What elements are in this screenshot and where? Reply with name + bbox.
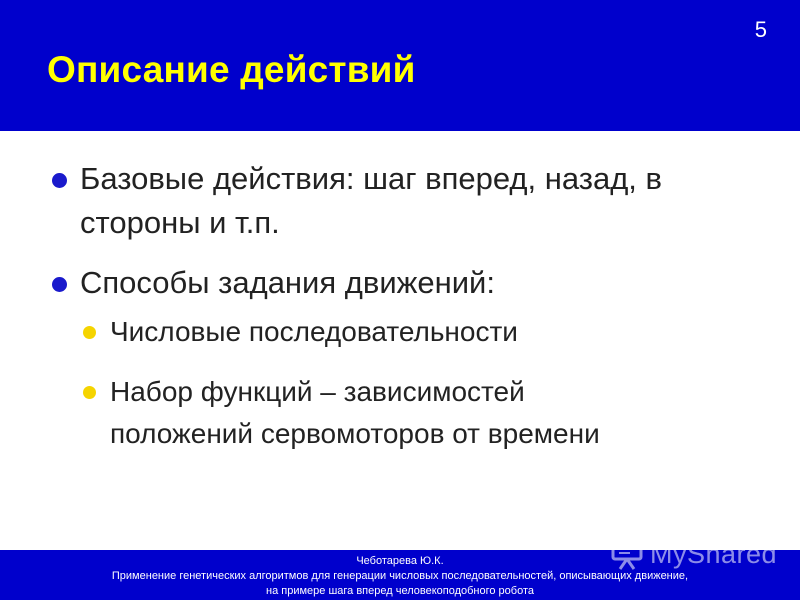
- bullet-line: стороны и т.п.: [80, 205, 280, 240]
- bullet-dot-icon: [52, 173, 67, 188]
- slide-number: 5: [754, 17, 767, 42]
- sub-bullet-dot-icon: [83, 326, 96, 339]
- bullet-line: положений сервомоторов от времени: [110, 418, 600, 449]
- sub-bullet-dot-icon: [83, 386, 96, 399]
- presentation-board-icon: [610, 537, 644, 571]
- bullet-line: Способы задания движений:: [80, 265, 495, 300]
- footer-author: Чеботарева Ю.К.: [356, 555, 444, 567]
- watermark-text: MyShared: [650, 538, 778, 569]
- watermark: [610, 534, 777, 574]
- footer-title-line-2: на примере шага вперед человекоподобного робота: [266, 585, 534, 597]
- bullet-line: Набор функций – зависимостей: [110, 376, 525, 407]
- bullet-item-basic-actions: [80, 157, 662, 245]
- slide-content: [0, 131, 800, 550]
- bullet-line: Числовые последовательности: [110, 316, 518, 347]
- footer-title-line-1: Применение генетических алгоритмов для генерации числовых последовательностей, описывающих движение,: [111, 570, 689, 582]
- bullet-line: Базовые действия: шаг вперед, назад, в: [80, 161, 662, 196]
- slide-title: Описание действий: [47, 49, 416, 90]
- sub-bullet-item-numeric-sequences: [110, 311, 518, 353]
- bullet-dot-icon: [52, 277, 67, 292]
- header-bar: [0, 0, 800, 131]
- bullet-item-motion-methods: [80, 261, 495, 305]
- sub-bullet-item-function-set: [110, 371, 600, 455]
